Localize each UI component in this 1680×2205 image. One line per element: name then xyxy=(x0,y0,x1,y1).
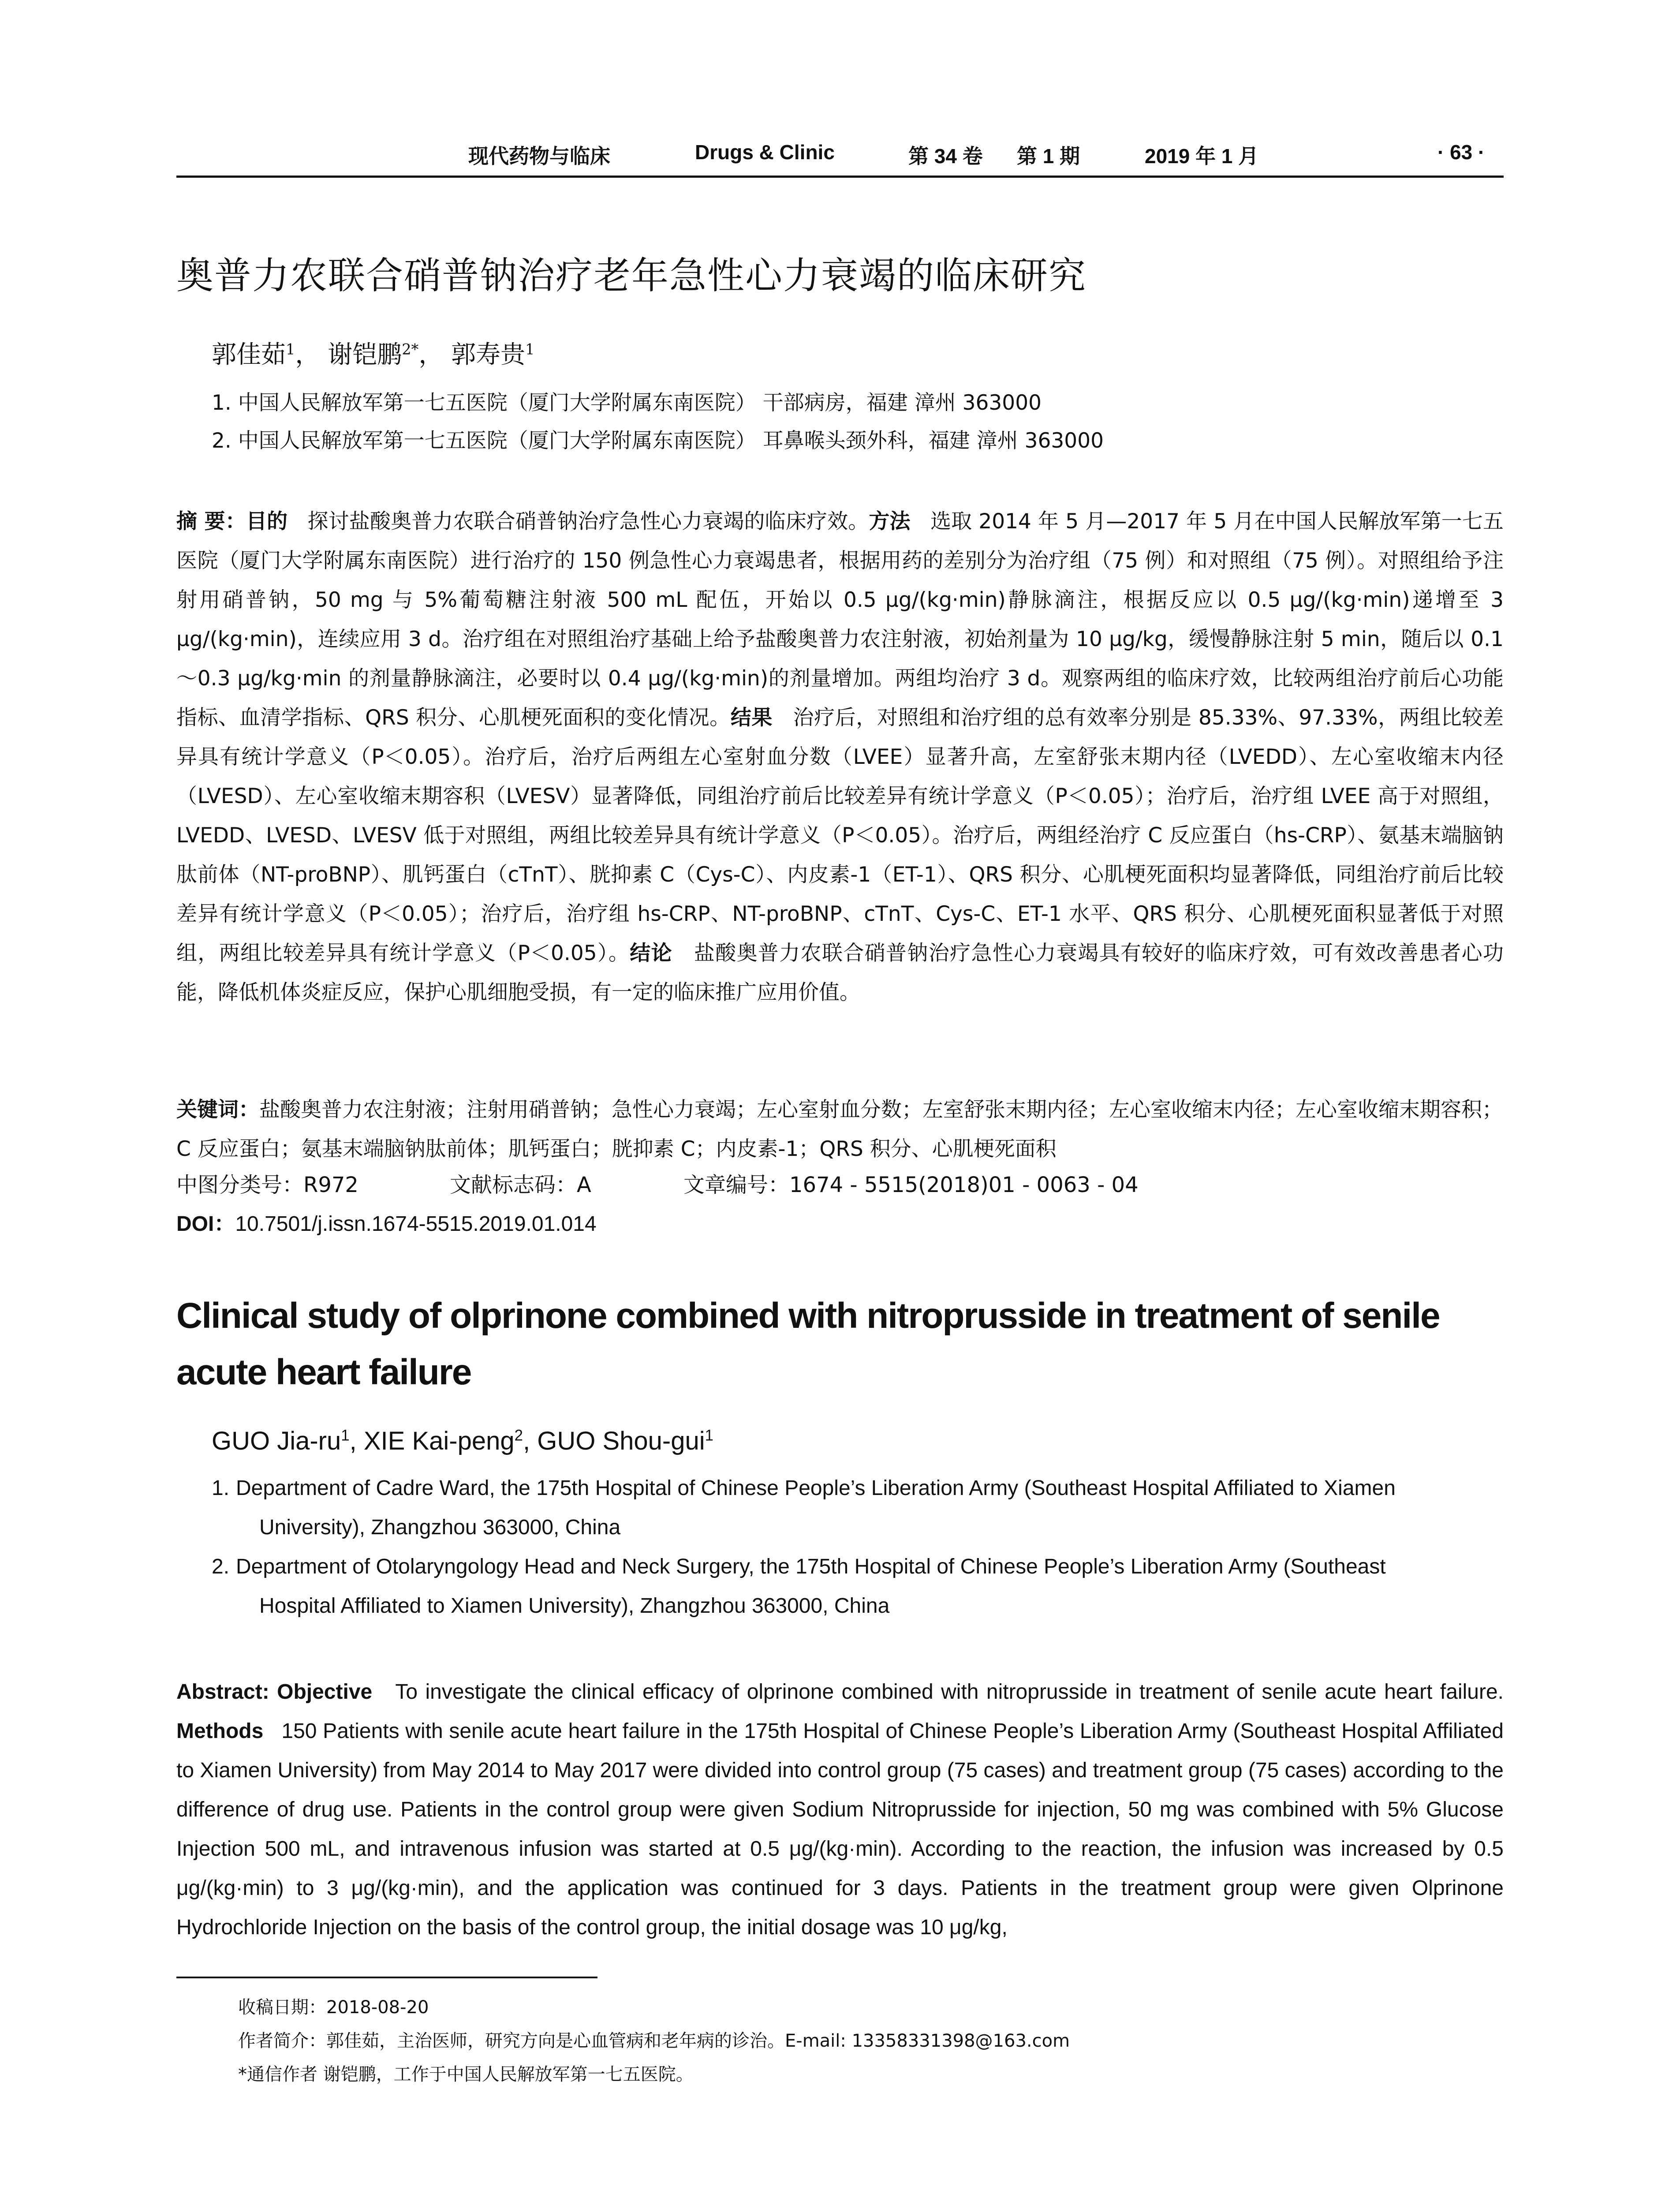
doi-label: DOI： xyxy=(176,1212,235,1236)
authors-en xyxy=(212,1426,713,1456)
author-affiliation-mark: 1 xyxy=(525,340,535,358)
conclusion-label: 结论 xyxy=(630,941,672,965)
results-text: 治疗后，对照组和治疗组的总有效率分别是 85.33%、97.33%，两组比较差异具有统计学意义（P＜0.05）。治疗后，治疗后两组左心室射血分数（LVEE）显著升高，左室舒张末期内径（LVEDD）、左心室收缩末内径（LVESD）、左心室收缩末期容积（LVESV）显著降低，同组治疗前后比较差异有统计学意义（P＜0.05）；治疗后，治疗组 LVEE 高于对照组，LVEDD、LVESD、LVESV 低于对照组，两组比较差异具有统计学意义（P＜0.05）。治疗后，两组经治疗 C 反应蛋白（hs-CRP）、氨基末端脑钠肽前体（NT-proBNP）、肌钙蛋白（cTnT）、胱抑素 C（Cys-C）、内皮素-1（ET-1）、QRS 积分、心肌梗死面积均显著降低，同组治疗前后比较差异有统计学意义（P＜0.05）；治疗后，治疗组 hs-CRP、NT-proBNP、cTnT、Cys-C、ET-1 水平、QRS 积分、心肌梗死面积显著低于对照组，两组比较差异具有统计学意义（P＜0.05）。 xyxy=(176,706,1504,965)
conclusion-text: 盐酸奥普力农联合硝普钠治疗急性心力衰竭具有较好的临床疗效，可有效改善患者心功能，降低机体炎症反应，保护心肌细胞受损，有一定的临床推广应用价值。 xyxy=(176,941,1504,1005)
author-name: XIE Kai-peng xyxy=(363,1427,515,1455)
objective-text: 探讨盐酸奥普力农联合硝普钠治疗急性心力衰竭的临床疗效。 xyxy=(307,509,869,534)
affiliation-en-1 xyxy=(212,1469,1504,1547)
methods-text: 150 Patients with senile acute heart failure in the 175th Hospital of Chinese People’s Liberation Army (Southeast Hospital Affiliated to Xiamen University) from May 2014 to May 2017 were divided into control group (75 cases) and treatment group (75 cases) according to the difference of drug use. Patients in the control group were given Sodium Nitroprusside for injection, 50 mg was combined with 5% Glucose Injection 500 mL, and intravenous infusion was started at 0.5 μg/(kg·min). According to the reaction, the infusion was increased by 0.5 μg/(kg·min) to 3 μg/(kg·min), and the application was continued for 3 days. Patients in the treatment group were given Olprinone Hydrochloride Injection on the basis of the control group, the initial dosage was 10 μg/kg, xyxy=(176,1719,1504,1939)
methods-text: 选取 2014 年 5 月—2017 年 5 月在中国人民解放军第一七五医院（厦门大学附属东南医院）进行治疗的 150 例急性心力衰竭患者，根据用药的差别分为治疗组（75 例）和对照组（75 例）。对照组给予注射用硝普钠，50 mg 与 5%葡萄糖注射液 500 mL 配伍，开始以 0.5 μg/(kg·min)静脉滴注，根据反应以 0.5 μg/(kg·min)递增至 3 μg/(kg·min)，连续应用 3 d。治疗组在对照组治疗基础上给予盐酸奥普力农注射液，初始剂量为 10 μg/kg，缓慢静脉注射 5 min，随后以 0.1～0.3 μg/kg·min 的剂量静脉滴注，必要时以 0.4 μg/(kg·min)的剂量增加。两组均治疗 3 d。观察两组的临床疗效，比较两组治疗前后心功能指标、血清学指标、QRS 积分、心肌梗死面积的变化情况。 xyxy=(176,509,1504,730)
keywords-text: 盐酸奥普力农注射液；注射用硝普钠；急性心力衰竭；左心室射血分数；左室舒张末期内径；左心室收缩末内径；左心室收缩末期容积；C 反应蛋白；氨基末端脑钠肽前体；肌钙蛋白；胱抑素 C；内皮素-1；QRS 积分、心肌梗死面积 xyxy=(176,1098,1503,1161)
author-affiliation-mark: 1 xyxy=(341,1427,350,1444)
page-number: · 63 · xyxy=(1437,141,1485,164)
title-en: Clinical study of olprinone combined with nitroprusside in treatment of senile acute heart failure xyxy=(176,1296,1440,1392)
author-name: 谢铠鹏 xyxy=(328,340,402,369)
journal-name-cn: 现代药物与临床 xyxy=(468,145,610,168)
issue-date: 2019 年 1 月 xyxy=(1145,145,1259,168)
affiliation-cn-2: 2. 中国人民解放军第一七五医院（厦门大学附属东南医院） 耳鼻喉头颈外科，福建 漳州 363000 xyxy=(212,429,1104,453)
methods-label: 方法 xyxy=(869,509,911,534)
running-header xyxy=(176,140,1504,167)
methods-label: Methods xyxy=(176,1719,264,1743)
author-affiliation-mark: 1 xyxy=(705,1427,713,1444)
author-name: 郭寿贵 xyxy=(451,340,526,369)
footnote-rule xyxy=(176,1977,597,1978)
affiliation-cn-1: 1. 中国人民解放军第一七五医院（厦门大学附属东南医院） 干部病房，福建 漳州 363000 xyxy=(212,391,1042,415)
header-rule xyxy=(176,176,1504,178)
doi-line xyxy=(176,1207,597,1237)
footnote-received: 收稿日期：2018-08-20 xyxy=(238,1997,429,2018)
issue: 第 1 期 xyxy=(1017,145,1080,168)
objective-label: Objective xyxy=(277,1680,373,1704)
author-affiliation-mark: 2 xyxy=(514,1427,523,1444)
journal-name-en: Drugs & Clinic xyxy=(695,141,835,164)
author-name: 郭佳茹 xyxy=(212,340,286,369)
author-name: GUO Shou-gui xyxy=(537,1427,705,1455)
abstract-label: 摘 要： xyxy=(176,509,246,534)
results-label: 结果 xyxy=(730,706,773,730)
article-number: 文章编号：1674 - 5515(2018)01 - 0063 - 04 xyxy=(683,1173,1139,1197)
classification-line xyxy=(176,1168,1139,1198)
clc-number: 中图分类号：R972 xyxy=(176,1173,358,1197)
keywords-cn xyxy=(176,1090,1504,1169)
author-separator: , xyxy=(349,1427,364,1455)
title-cn: 奥普力农联合硝普钠治疗老年急性心力衰竭的临床研究 xyxy=(176,254,1087,297)
affiliation-line: Department of Otolaryngology Head and Neck Surgery, the 175th Hospital of Chinese People’s Liberation Army (Southeast xyxy=(236,1555,1386,1578)
keywords-label: 关键词： xyxy=(176,1098,259,1122)
affiliation-line: Department of Cadre Ward, the 175th Hospital of Chinese People’s Liberation Army (Southeast Hospital Affiliated to Xiamen xyxy=(236,1476,1396,1500)
affiliation-number: 1. xyxy=(212,1476,230,1500)
abstract-en xyxy=(176,1672,1504,1947)
volume: 第 34 卷 xyxy=(908,145,983,168)
doi-link[interactable]: 10.7501/j.issn.1674-5515.2019.01.014 xyxy=(235,1212,597,1236)
affiliation-en-2 xyxy=(212,1547,1504,1626)
author-separator: ， xyxy=(295,340,320,369)
author-name: GUO Jia-ru xyxy=(212,1427,341,1455)
affiliation-line: University), Zhangzhou 363000, China xyxy=(259,1516,621,1539)
footnote-corresponding: *通信作者 谢铠鹏，工作于中国人民解放军第一七五医院。 xyxy=(238,2064,694,2085)
document-code: 文献标志码：A xyxy=(450,1173,591,1197)
abstract-cn xyxy=(176,502,1504,1012)
affiliation-number: 2. xyxy=(212,1555,230,1578)
authors-cn xyxy=(212,335,535,370)
abstract-label: Abstract: xyxy=(176,1680,269,1704)
author-separator: , xyxy=(523,1427,538,1455)
author-affiliation-mark: 1 xyxy=(286,340,295,358)
footnote-author-bio: 作者简介：郭佳茹，主治医师，研究方向是心血管病和老年病的诊治。E-mail: 13358331398@163.com xyxy=(238,2031,1070,2051)
objective-text: To investigate the clinical efficacy of olprinone combined with nitroprusside in treatment of senile acute heart failure. xyxy=(395,1680,1504,1704)
affiliation-line: Hospital Affiliated to Xiamen University), Zhangzhou 363000, China xyxy=(259,1594,890,1618)
objective-label: 目的 xyxy=(246,509,288,534)
author-separator: ， xyxy=(418,340,444,369)
author-affiliation-mark: 2* xyxy=(402,340,419,358)
